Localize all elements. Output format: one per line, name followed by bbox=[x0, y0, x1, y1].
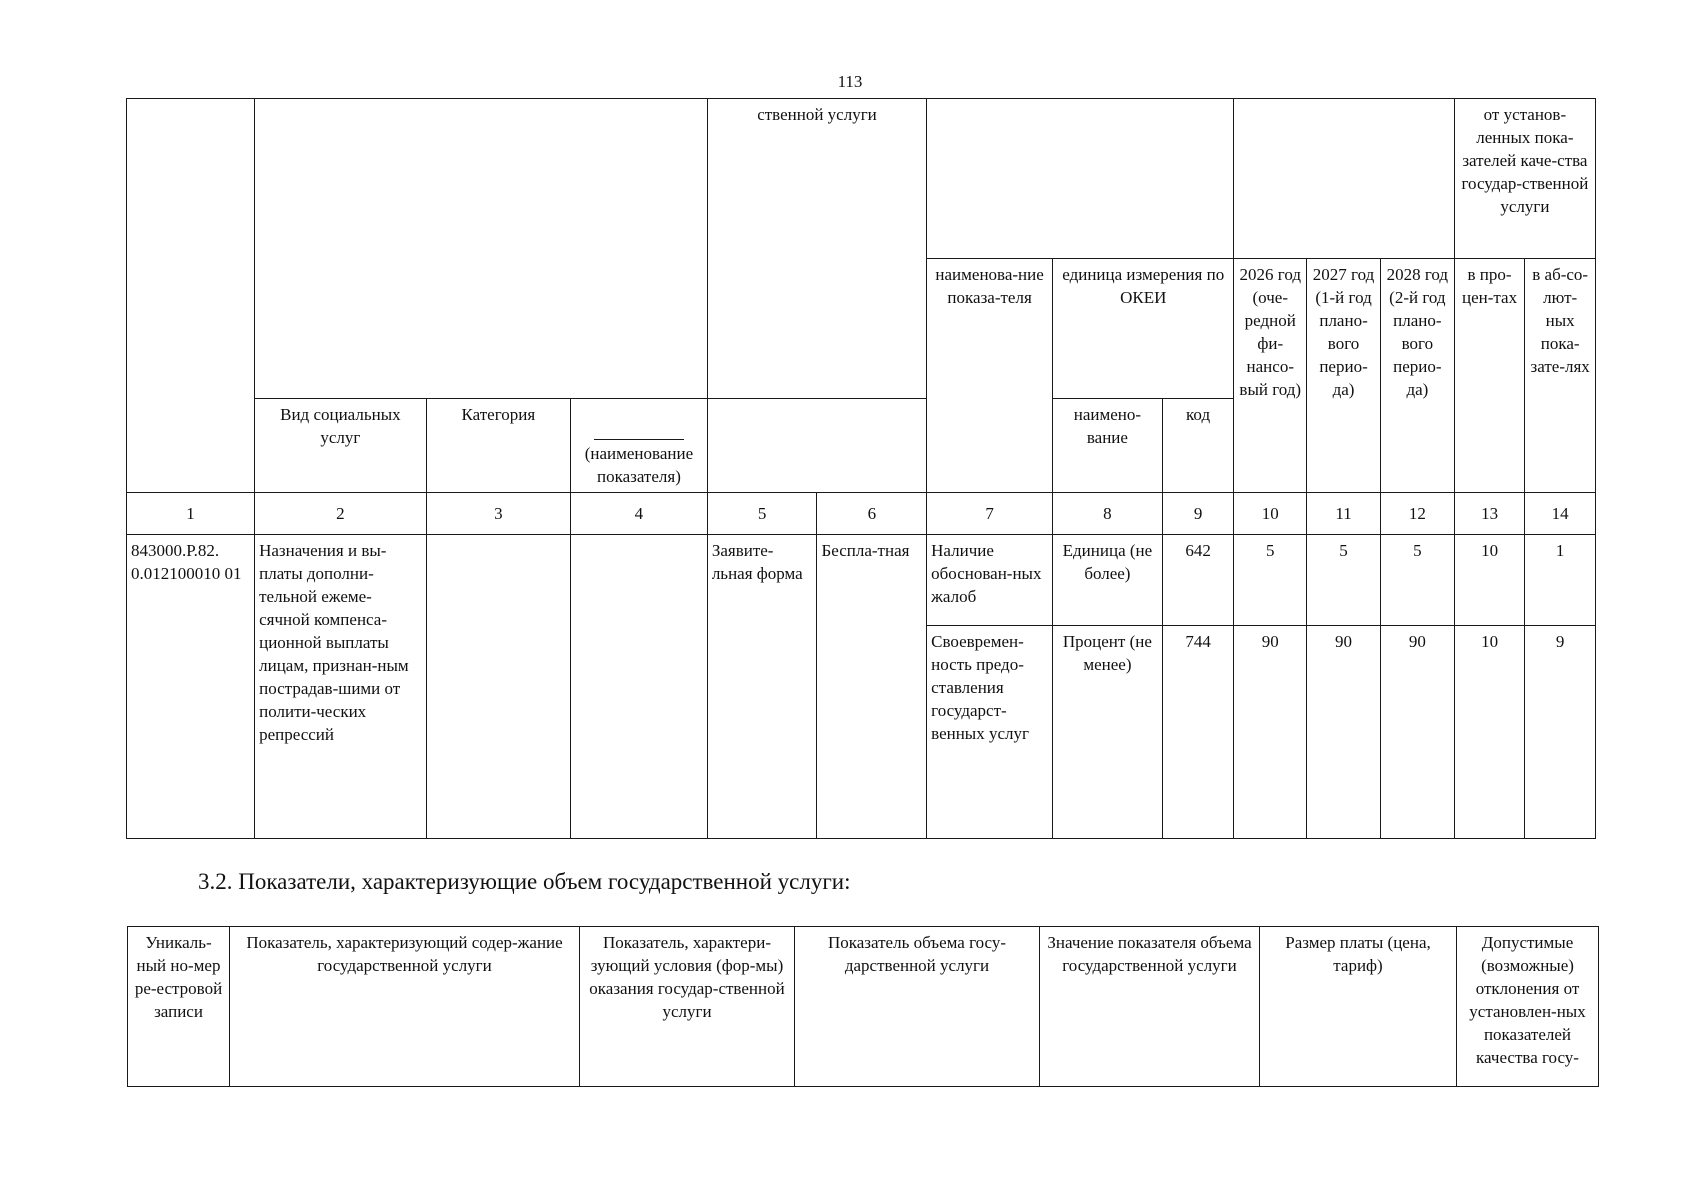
table-row bbox=[127, 535, 1596, 626]
column-number: 13 bbox=[1454, 493, 1525, 535]
header-cell-quality-indicator bbox=[927, 99, 1234, 259]
header-indicator-name-blank-label: (наименование показателя) bbox=[584, 444, 694, 486]
header-allowed-deviation: Допустимые (возможные) отклонения от установлен-ных показателей качества госу- bbox=[1457, 927, 1599, 1087]
unit-name: Процент (не менее) bbox=[1053, 626, 1163, 839]
header-cell-deviation: от установ-ленных пока-зателей каче-ства государ-ственной услуги bbox=[1454, 99, 1595, 259]
deviation-absolute: 9 bbox=[1525, 626, 1596, 839]
indicator-name: Наличие обоснован-ных жалоб bbox=[927, 535, 1053, 626]
header-in-percent: в про-цен-тах bbox=[1454, 259, 1525, 493]
header-cell-registry bbox=[127, 99, 255, 493]
header-okei-unit: единица измерения по ОКЕИ bbox=[1053, 259, 1234, 399]
column-number: 6 bbox=[817, 493, 927, 535]
value-2026: 5 bbox=[1234, 535, 1307, 626]
header-year-2026: 2026 год (оче-редной фи-нансо-вый год) bbox=[1234, 259, 1307, 493]
column-number: 5 bbox=[707, 493, 817, 535]
payment: Беспла-тная bbox=[817, 535, 927, 839]
header-social-services-type: Вид социальных услуг bbox=[255, 399, 427, 493]
header-volume-value: Значение показателя объема государственной услуги bbox=[1040, 927, 1260, 1087]
header-year-2028: 2028 год (2-й год плано-вого перио-да) bbox=[1380, 259, 1454, 493]
column-number: 12 bbox=[1380, 493, 1454, 535]
header-okei-name: наимено-вание bbox=[1053, 399, 1163, 493]
section-title: 3.2. Показатели, характеризующие объем государственной услуги: bbox=[198, 869, 851, 894]
value-2027: 90 bbox=[1307, 626, 1381, 839]
quality-indicators-table bbox=[126, 98, 1596, 839]
indicator-blank-cell bbox=[571, 535, 708, 839]
unit-code: 744 bbox=[1162, 626, 1234, 839]
deviation-percent: 10 bbox=[1454, 535, 1525, 626]
column-number: 7 bbox=[927, 493, 1053, 535]
column-number: 2 bbox=[255, 493, 427, 535]
header-indicator-name: наименова-ние показа-теля bbox=[927, 259, 1053, 493]
indicator-name: Своевремен-ность предо-ставления государст-венных услуг bbox=[927, 626, 1053, 839]
blank-line bbox=[594, 439, 684, 440]
header-cell-service-content bbox=[255, 99, 708, 399]
column-number: 9 bbox=[1162, 493, 1234, 535]
header-indicator-name-blank bbox=[571, 399, 708, 493]
value-2028: 90 bbox=[1380, 626, 1454, 839]
deviation-absolute: 1 bbox=[1525, 535, 1596, 626]
unit-name: Единица (не более) bbox=[1053, 535, 1163, 626]
header-cell-service-conditions: ственной услуги bbox=[707, 99, 926, 399]
page-number: 113 bbox=[837, 72, 863, 91]
column-number: 8 bbox=[1053, 493, 1163, 535]
value-2028: 5 bbox=[1380, 535, 1454, 626]
column-number: 3 bbox=[426, 493, 570, 535]
header-in-absolute: в аб-со-лют-ных пока-зате-лях bbox=[1525, 259, 1596, 493]
header-conditions-spacer bbox=[707, 399, 926, 493]
header-registry-number: Уникаль-ный но-мер ре-естровой записи bbox=[128, 927, 230, 1087]
volume-indicators-table bbox=[127, 926, 1599, 1087]
column-number: 11 bbox=[1307, 493, 1381, 535]
header-year-2027: 2027 год (1-й год плано-вого перио-да) bbox=[1307, 259, 1381, 493]
header-okei-code: код bbox=[1162, 399, 1234, 493]
column-number: 14 bbox=[1525, 493, 1596, 535]
column-number: 1 bbox=[127, 493, 255, 535]
category-cell bbox=[426, 535, 570, 839]
column-number-row bbox=[127, 493, 1596, 535]
header-fee: Размер платы (цена, тариф) bbox=[1260, 927, 1457, 1087]
header-volume-indicator: Показатель объема госу-дарственной услуги bbox=[795, 927, 1040, 1087]
registry-number: 843000.Р.82. 0.012100010 01 bbox=[127, 535, 255, 839]
header-category: Категория bbox=[426, 399, 570, 493]
value-2026: 90 bbox=[1234, 626, 1307, 839]
unit-code: 642 bbox=[1162, 535, 1234, 626]
column-number: 10 bbox=[1234, 493, 1307, 535]
deviation-percent: 10 bbox=[1454, 626, 1525, 839]
header-service-content: Показатель, характеризующий содер-жание государственной услуги bbox=[230, 927, 580, 1087]
service-type: Назначения и вы-платы дополни-тельной ежеме-сячной компенса-ционной выплаты лицам, признан-ным пострадав-шими от полити-ческих репрессий bbox=[255, 535, 427, 839]
header-service-conditions: Показатель, характери-зующий условия (фор-мы) оказания государ-ственной услуги bbox=[580, 927, 795, 1087]
column-number: 4 bbox=[571, 493, 708, 535]
value-2027: 5 bbox=[1307, 535, 1381, 626]
header-cell-indicator-values bbox=[1234, 99, 1454, 259]
delivery-form: Заявите-льная форма bbox=[707, 535, 817, 839]
